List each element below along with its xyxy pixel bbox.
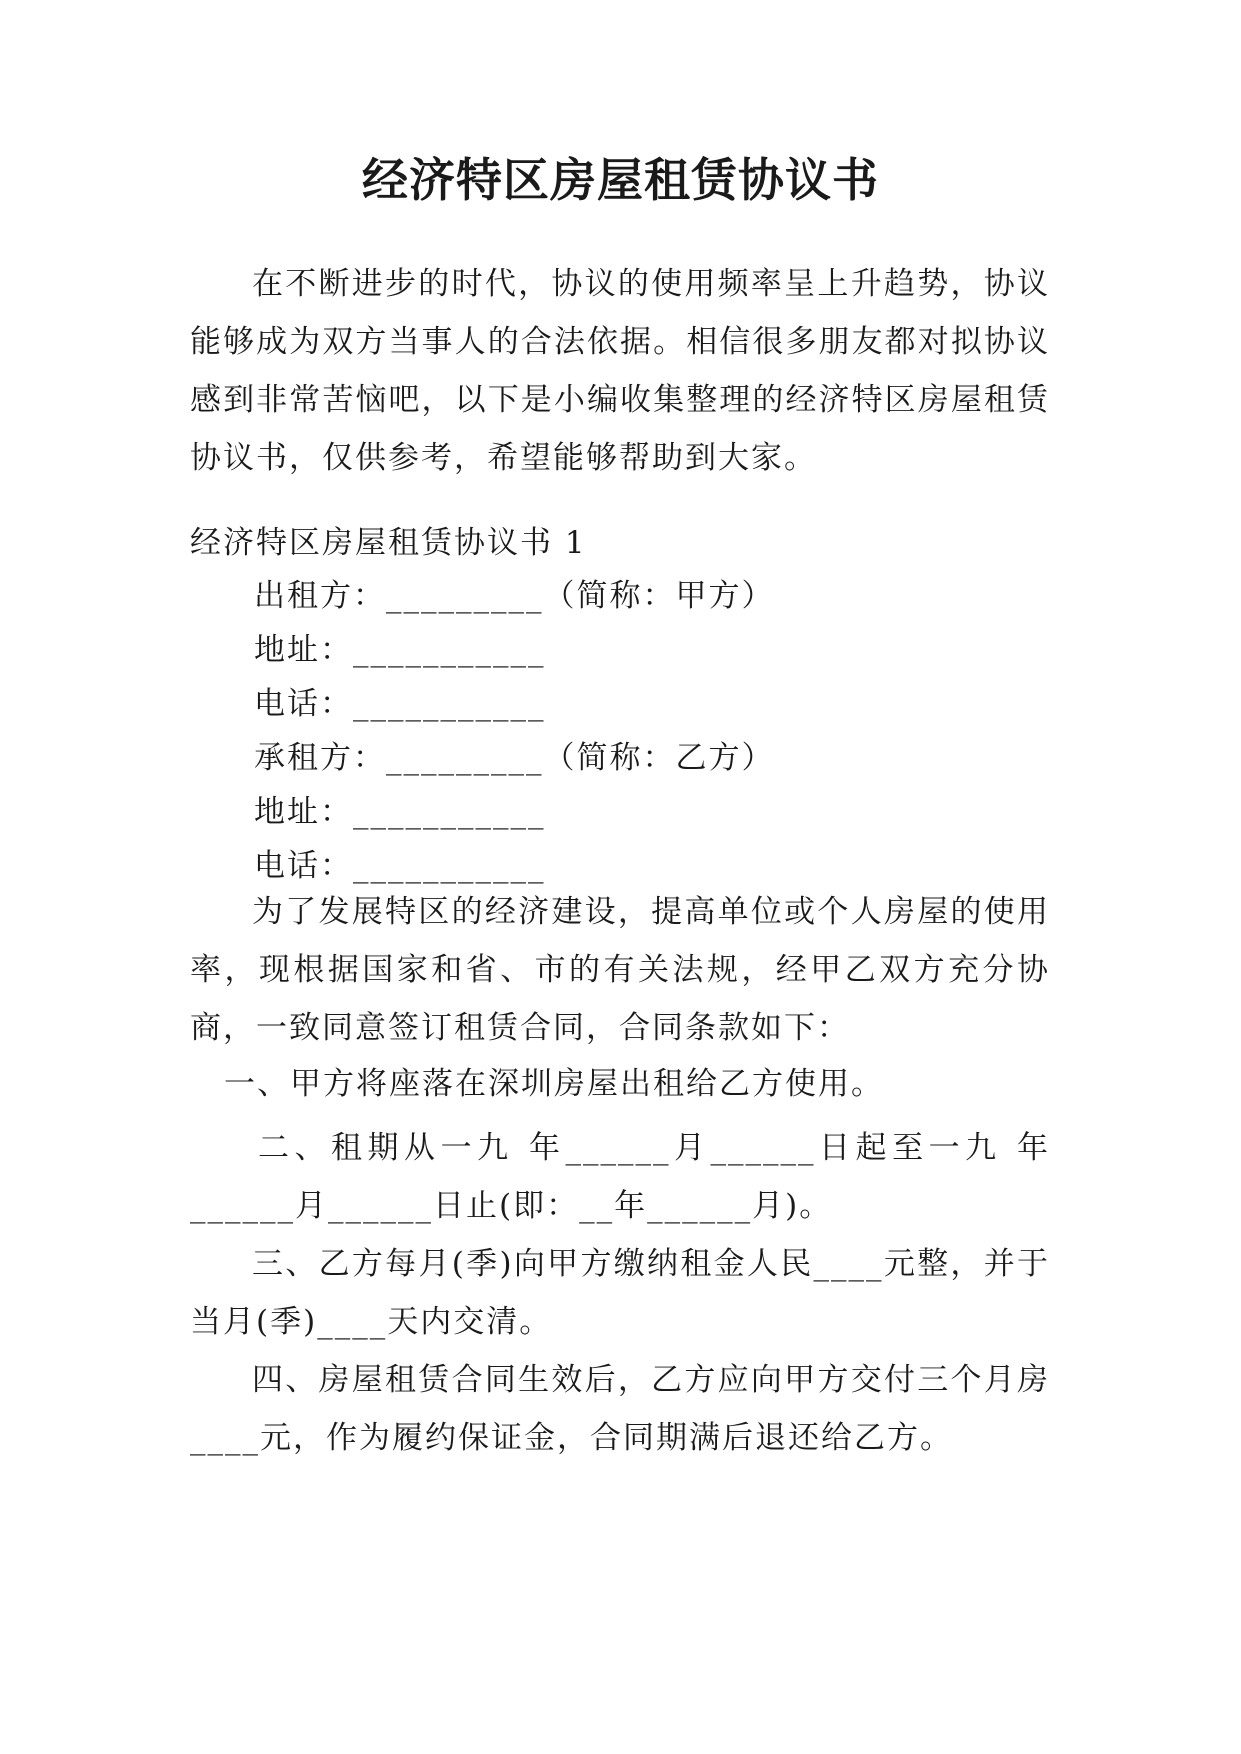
document-title: 经济特区房屋租赁协议书	[362, 153, 879, 207]
lessee-address-line: 地址：___________	[254, 794, 546, 830]
lessee-line: 承租方：_________（简称：乙方）	[254, 740, 775, 776]
preamble-paragraph: 为了发展特区的经济建设，提高单位或个人房屋的使用率，现根据国家和省、市的有关法规，经甲乙双方充分协商，一致同意签订租赁合同，合同条款如下：	[190, 894, 1050, 1046]
clause-4: 四、房屋租赁合同生效后，乙方应向甲方交付三个月房____元，作为履约保证金，合同期满后退还给乙方。	[190, 1362, 1050, 1456]
clause-2: 二、租期从一九 年______月______日起至一九 年______月______日止(即：__年______月)。	[190, 1130, 1050, 1224]
section-heading: 经济特区房屋租赁协议书 1	[190, 525, 587, 561]
clause-3: 三、乙方每月(季)向甲方缴纳租金人民____元整，并于当月(季)____天内交清。	[190, 1246, 1050, 1340]
intro-paragraph: 在不断进步的时代，协议的使用频率呈上升趋势，协议能够成为双方当事人的合法依据。相信很多朋友都对拟协议感到非常苦恼吧，以下是小编收集整理的经济特区房屋租赁协议书，仅供参考，希望能够帮助到大家。	[190, 266, 1050, 476]
lessor-phone-line: 电话：___________	[254, 686, 546, 722]
lessee-phone-line: 电话：___________	[254, 848, 546, 884]
clause-1: 一、甲方将座落在深圳房屋出租给乙方使用。	[224, 1066, 884, 1102]
lessor-address-line: 地址：___________	[254, 632, 546, 668]
lessor-line: 出租方：_________（简称：甲方）	[254, 578, 775, 614]
